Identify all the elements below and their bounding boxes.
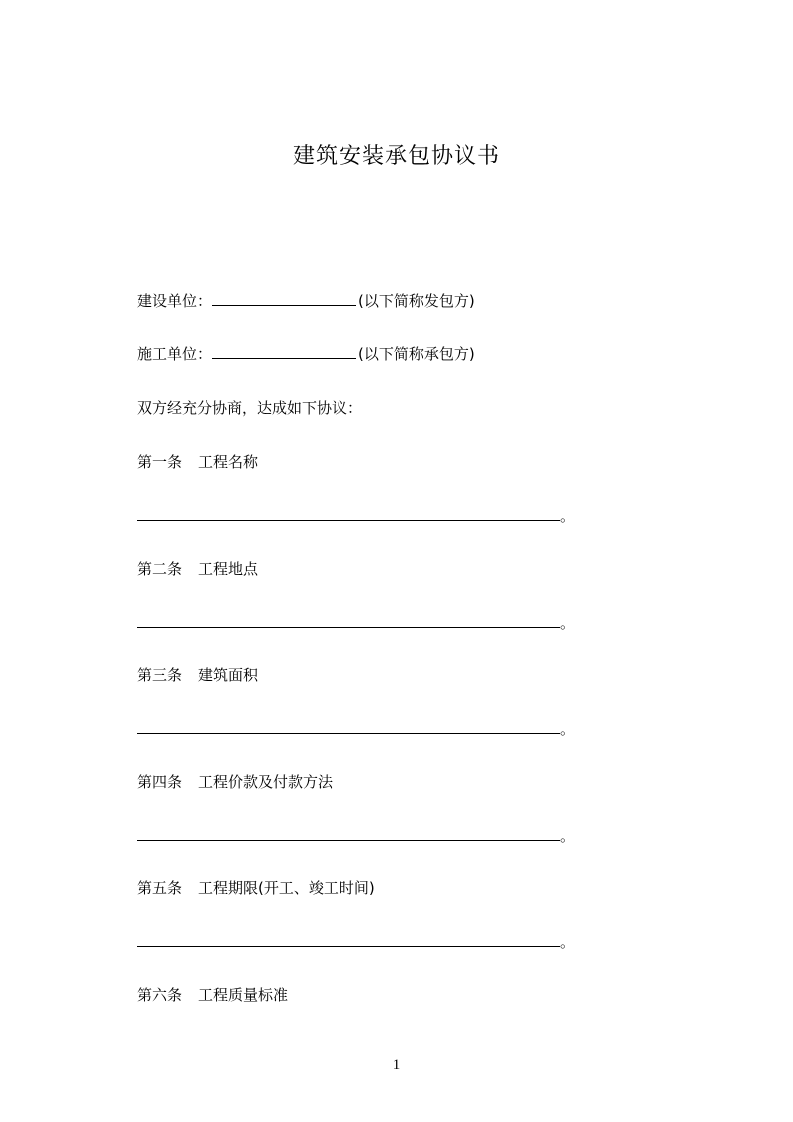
article-2-heading [137,558,258,580]
article-number: 第六条 [137,986,183,1004]
article-1-blank[interactable] [137,505,560,521]
contractor-suffix: (以下简称承包方) [358,345,475,363]
contractor-line [137,343,475,365]
article-title: 工程地点 [198,560,259,578]
article-1-blank-line [137,505,575,527]
article-number: 第四条 [137,773,183,791]
article-2-blank-line [137,612,575,634]
article-3-heading [137,664,258,686]
article-number: 第三条 [137,666,183,684]
article-4-blank[interactable] [137,825,560,841]
end-mark: 。 [560,507,576,525]
employer-blank[interactable] [212,290,356,306]
employer-label: 建设单位： [137,292,213,310]
employer-suffix: (以下简称发包方) [358,292,475,310]
contractor-label: 施工单位： [137,345,213,363]
end-mark: 。 [560,614,576,632]
article-5-heading [137,877,375,899]
article-1-heading [137,451,258,473]
intro-text: 双方经充分协商，达成如下协议： [137,399,363,417]
document-title: 建筑安装承包协议书 [292,144,500,169]
article-title: 工程名称 [198,453,259,471]
contractor-blank[interactable] [212,343,356,359]
article-number: 第五条 [137,879,183,897]
article-5-blank-line [137,931,575,953]
article-number: 第一条 [137,453,183,471]
article-6-heading [137,984,288,1006]
article-5-blank[interactable] [137,931,560,947]
article-number: 第二条 [137,560,183,578]
article-4-heading [137,771,333,793]
end-mark: 。 [560,827,576,845]
end-mark: 。 [560,933,576,951]
article-2-blank[interactable] [137,612,560,628]
end-mark: 。 [560,720,576,738]
article-title: 工程价款及付款方法 [198,773,334,791]
article-title: 建筑面积 [198,666,259,684]
article-3-blank[interactable] [137,718,560,734]
article-title: 工程期限(开工、竣工时间) [198,879,375,897]
article-4-blank-line [137,825,575,847]
article-title: 工程质量标准 [198,986,289,1004]
article-3-blank-line [137,718,575,740]
page-number: 1 [392,1057,401,1073]
employer-line [137,290,475,312]
